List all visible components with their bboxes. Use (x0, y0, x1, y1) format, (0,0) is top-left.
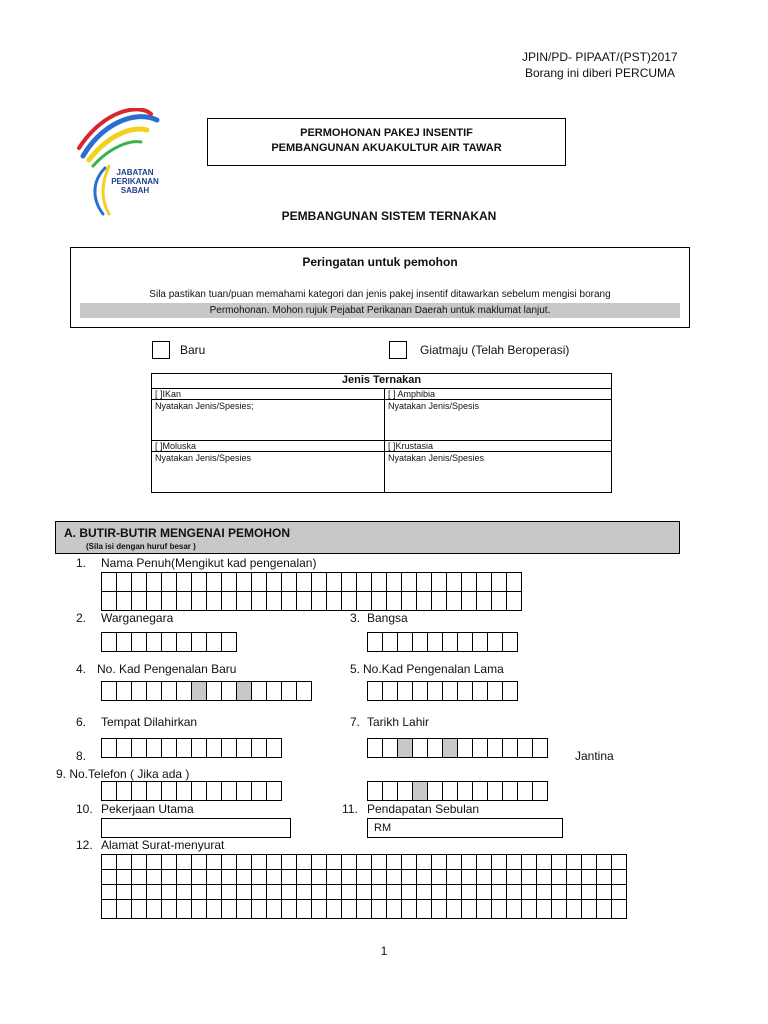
field-7-number: 7. (350, 715, 361, 729)
notice-line2: Permohonan. Mohon rujuk Pejabat Perikanan Daerah untuk maklumat lanjut. (80, 303, 680, 318)
char-box[interactable] (472, 681, 488, 701)
char-box[interactable] (487, 632, 503, 652)
char-box[interactable] (367, 781, 383, 801)
char-box[interactable] (446, 591, 462, 611)
section-a-header (55, 521, 680, 554)
field-4-number: 4. (76, 662, 87, 676)
char-box[interactable] (101, 572, 117, 592)
char-box[interactable] (131, 781, 147, 801)
char-box[interactable] (101, 591, 117, 611)
baru-label: Baru (180, 343, 206, 357)
char-box[interactable] (356, 591, 372, 611)
char-box[interactable] (191, 632, 207, 652)
char-box[interactable] (206, 572, 222, 592)
char-box[interactable] (131, 572, 147, 592)
char-box[interactable] (536, 899, 552, 919)
char-box[interactable] (371, 591, 387, 611)
char-box[interactable] (221, 632, 237, 652)
char-box[interactable] (206, 591, 222, 611)
logo-text-line1: JABATAN (116, 168, 154, 177)
char-box[interactable] (487, 681, 503, 701)
char-box[interactable] (191, 591, 207, 611)
jantina-input[interactable] (367, 781, 548, 801)
char-box[interactable] (382, 781, 398, 801)
alamat-label: Alamat Surat-menyurat (101, 838, 225, 852)
char-box[interactable] (487, 738, 503, 758)
char-box[interactable] (476, 591, 492, 611)
char-box[interactable] (371, 572, 387, 592)
logo-text-line3: SABAH (120, 186, 150, 195)
char-box[interactable] (191, 738, 207, 758)
char-box[interactable] (311, 899, 327, 919)
char-box[interactable] (206, 632, 222, 652)
char-box[interactable] (412, 738, 428, 758)
nama-penuh-row1[interactable] (101, 572, 522, 592)
char-box[interactable] (221, 738, 237, 758)
char-box[interactable] (472, 632, 488, 652)
char-box[interactable] (116, 781, 132, 801)
char-box[interactable] (146, 899, 162, 919)
char-box[interactable] (251, 899, 267, 919)
char-box[interactable] (236, 899, 252, 919)
form-title-line2: PEMBANGUNAN AKUAKULTUR AIR TAWAR (271, 142, 502, 154)
giatmaju-checkbox[interactable] (389, 341, 407, 359)
char-box[interactable] (416, 899, 432, 919)
char-box[interactable] (161, 681, 177, 701)
jenis-table-heading: Jenis Ternakan (152, 374, 612, 389)
char-box[interactable] (251, 572, 267, 592)
char-box[interactable] (457, 632, 473, 652)
char-box[interactable] (341, 572, 357, 592)
char-box[interactable] (472, 781, 488, 801)
char-box[interactable] (506, 591, 522, 611)
char-box[interactable] (397, 781, 413, 801)
char-box[interactable] (146, 738, 162, 758)
alamat-row4[interactable] (101, 899, 627, 919)
char-box[interactable] (551, 899, 567, 919)
char-box[interactable] (131, 591, 147, 611)
char-box[interactable] (386, 572, 402, 592)
char-box[interactable] (101, 738, 117, 758)
char-box[interactable] (281, 681, 297, 701)
char-box[interactable] (386, 899, 402, 919)
char-box[interactable] (566, 899, 582, 919)
char-box[interactable] (416, 591, 432, 611)
ikan-option[interactable]: [ ]IKan (152, 389, 385, 400)
char-box[interactable] (427, 632, 443, 652)
char-box[interactable] (146, 632, 162, 652)
char-box[interactable] (266, 781, 282, 801)
char-box[interactable] (506, 572, 522, 592)
char-box[interactable] (356, 899, 372, 919)
char-box[interactable] (191, 781, 207, 801)
pekerjaan-label: Pekerjaan Utama (101, 802, 194, 816)
char-box[interactable] (382, 632, 398, 652)
char-box[interactable] (416, 572, 432, 592)
char-box[interactable] (431, 899, 447, 919)
char-box[interactable] (281, 899, 297, 919)
char-box[interactable] (161, 572, 177, 592)
char-box[interactable] (491, 591, 507, 611)
char-box[interactable] (176, 572, 192, 592)
char-box[interactable] (116, 591, 132, 611)
char-box[interactable] (146, 572, 162, 592)
char-box[interactable] (502, 781, 518, 801)
char-box[interactable] (131, 632, 147, 652)
char-box[interactable] (412, 632, 428, 652)
char-box[interactable] (611, 899, 627, 919)
char-box[interactable] (221, 591, 237, 611)
char-box[interactable] (236, 781, 252, 801)
krustasia-species-field[interactable]: Nyatakan Jenis/Spesies (385, 452, 612, 493)
tempat-lahir-input[interactable] (101, 738, 282, 758)
char-box[interactable] (491, 572, 507, 592)
char-box[interactable] (356, 572, 372, 592)
pendapatan-label: Pendapatan Sebulan (367, 802, 480, 816)
kp-baru-label: No. Kad Pengenalan Baru (97, 662, 237, 676)
section-a-title: A. BUTIR-BUTIR MENGENAI PEMOHON (64, 526, 290, 540)
char-box[interactable] (266, 591, 282, 611)
baru-checkbox[interactable] (152, 341, 170, 359)
char-box[interactable] (382, 681, 398, 701)
pendapatan-input[interactable] (367, 818, 563, 838)
char-box[interactable] (296, 591, 312, 611)
char-box[interactable] (296, 572, 312, 592)
form-title-box (207, 118, 566, 166)
char-box[interactable] (161, 591, 177, 611)
char-box[interactable] (236, 738, 252, 758)
char-box[interactable] (517, 738, 533, 758)
char-box[interactable] (367, 681, 383, 701)
char-box[interactable] (311, 572, 327, 592)
char-box[interactable] (176, 781, 192, 801)
char-box[interactable] (397, 738, 413, 758)
char-box[interactable] (502, 738, 518, 758)
char-box[interactable] (367, 738, 383, 758)
pekerjaan-input[interactable] (101, 818, 291, 838)
giatmaju-label: Giatmaju (Telah Beroperasi) (420, 343, 570, 357)
char-box[interactable] (266, 738, 282, 758)
char-box[interactable] (176, 899, 192, 919)
char-box[interactable] (161, 738, 177, 758)
char-box[interactable] (116, 632, 132, 652)
tarikh-lahir-label: Tarikh Lahir (367, 715, 430, 729)
char-box[interactable] (397, 632, 413, 652)
char-box[interactable] (442, 632, 458, 652)
nama-penuh-row2[interactable] (101, 591, 522, 611)
char-box[interactable] (442, 781, 458, 801)
ikan-species-field[interactable]: Nyatakan Jenis/Spesies; (152, 400, 385, 441)
char-box[interactable] (206, 781, 222, 801)
char-box[interactable] (401, 572, 417, 592)
char-box[interactable] (176, 681, 192, 701)
char-box[interactable] (101, 681, 117, 701)
char-box[interactable] (266, 681, 282, 701)
field-12-number: 12. (76, 838, 93, 852)
char-box[interactable] (236, 572, 252, 592)
telefon-label: 9. No.Telefon ( Jika ada ) (56, 767, 190, 781)
char-box[interactable] (326, 591, 342, 611)
jantina-label: Jantina (575, 749, 614, 763)
char-box[interactable] (296, 899, 312, 919)
char-box[interactable] (341, 591, 357, 611)
notice-heading: Peringatan untuk pemohon (302, 255, 458, 269)
char-box[interactable] (101, 899, 117, 919)
char-box[interactable] (131, 681, 147, 701)
warganegara-input[interactable] (101, 632, 237, 652)
char-box[interactable] (472, 738, 488, 758)
char-box[interactable] (251, 781, 267, 801)
char-box[interactable] (367, 632, 383, 652)
char-box[interactable] (506, 899, 522, 919)
char-box[interactable] (427, 681, 443, 701)
char-box[interactable] (161, 632, 177, 652)
tarikh-lahir-input[interactable] (367, 738, 548, 758)
char-box[interactable] (461, 591, 477, 611)
char-box[interactable] (146, 681, 162, 701)
char-box[interactable] (221, 781, 237, 801)
bangsa-label: Bangsa (367, 611, 408, 625)
page-number: 1 (380, 944, 388, 958)
char-box[interactable] (236, 591, 252, 611)
notice-line1: Sila pastikan tuan/puan memahami kategori dan jenis pakej insentif ditawarkan sebelum mengisi borang (149, 289, 611, 300)
notice-box (70, 247, 690, 328)
field-11-number: 11. (342, 802, 358, 816)
char-box[interactable] (532, 781, 548, 801)
char-box[interactable] (412, 681, 428, 701)
char-box[interactable] (476, 572, 492, 592)
char-box[interactable] (146, 591, 162, 611)
char-box[interactable] (427, 781, 443, 801)
tempat-lahir-label: Tempat Dilahirkan (101, 715, 198, 729)
rm-prefix: RM (374, 822, 392, 834)
char-box[interactable] (442, 738, 458, 758)
char-box[interactable] (517, 781, 533, 801)
char-box[interactable] (386, 591, 402, 611)
char-box[interactable] (146, 781, 162, 801)
char-box[interactable] (532, 738, 548, 758)
char-box[interactable] (176, 591, 192, 611)
char-box[interactable] (461, 899, 477, 919)
char-box[interactable] (161, 899, 177, 919)
free-form-note: Borang ini diberi PERCUMA (525, 66, 676, 80)
char-box[interactable] (206, 738, 222, 758)
char-box[interactable] (412, 781, 428, 801)
char-box[interactable] (431, 572, 447, 592)
char-box[interactable] (236, 681, 252, 701)
char-box[interactable] (206, 681, 222, 701)
field-10-number: 10. (76, 802, 93, 816)
char-box[interactable] (401, 899, 417, 919)
char-box[interactable] (296, 681, 312, 701)
char-box[interactable] (502, 681, 518, 701)
char-box[interactable] (427, 738, 443, 758)
char-box[interactable] (382, 738, 398, 758)
char-box[interactable] (311, 591, 327, 611)
char-box[interactable] (131, 899, 147, 919)
char-box[interactable] (326, 899, 342, 919)
char-box[interactable] (251, 681, 267, 701)
char-box[interactable] (266, 572, 282, 592)
nama-penuh-label: Nama Penuh(Mengikut kad pengenalan) (101, 556, 317, 570)
char-box[interactable] (401, 591, 417, 611)
krustasia-option[interactable]: [ ]Krustasia (385, 441, 612, 452)
field-2-number: 2. (76, 611, 87, 625)
moluska-option[interactable]: [ ]Moluska (152, 441, 385, 452)
jabatan-perikanan-sabah-logo (75, 108, 170, 218)
char-box[interactable] (191, 899, 207, 919)
char-box[interactable] (116, 572, 132, 592)
char-box[interactable] (431, 591, 447, 611)
char-box[interactable] (116, 738, 132, 758)
field-1-number: 1. (76, 556, 87, 570)
moluska-species-field[interactable]: Nyatakan Jenis/Spesies (152, 452, 385, 493)
amphibia-option[interactable]: [ ] Amphibia (385, 389, 612, 400)
form-reference-code: JPIN/PD- PIPAAT/(PST)2017 (522, 50, 678, 64)
char-box[interactable] (221, 681, 237, 701)
char-box[interactable] (176, 738, 192, 758)
char-box[interactable] (457, 781, 473, 801)
char-box[interactable] (131, 738, 147, 758)
kp-lama-input[interactable] (367, 681, 518, 701)
form-subtitle: PEMBANGUNAN SISTEM TERNAKAN (281, 209, 497, 223)
char-box[interactable] (502, 632, 518, 652)
char-box[interactable] (266, 899, 282, 919)
form-title-line1: PERMOHONAN PAKEJ INSENTIF (300, 127, 473, 139)
char-box[interactable] (191, 572, 207, 592)
char-box[interactable] (161, 781, 177, 801)
kp-baru-input[interactable] (101, 681, 312, 701)
char-box[interactable] (581, 899, 597, 919)
char-box[interactable] (596, 899, 612, 919)
char-box[interactable] (397, 681, 413, 701)
bangsa-input[interactable] (367, 632, 518, 652)
char-box[interactable] (487, 781, 503, 801)
telefon-input[interactable] (101, 781, 282, 801)
amphibia-species-field[interactable]: Nyatakan Jenis/Spesis (385, 400, 612, 441)
char-box[interactable] (281, 572, 297, 592)
char-box[interactable] (442, 681, 458, 701)
char-box[interactable] (116, 899, 132, 919)
char-box[interactable] (457, 738, 473, 758)
char-box[interactable] (457, 681, 473, 701)
field-8-number: 8. (76, 749, 87, 763)
field-6-number: 6. (76, 715, 87, 729)
char-box[interactable] (476, 899, 492, 919)
section-a-note: (Sila isi dengan huruf besar ) (86, 542, 196, 551)
char-box[interactable] (326, 572, 342, 592)
char-box[interactable] (281, 591, 297, 611)
jenis-ternakan-table (151, 373, 612, 493)
char-box[interactable] (341, 899, 357, 919)
char-box[interactable] (371, 899, 387, 919)
char-box[interactable] (191, 681, 207, 701)
field-3-number: 3. (350, 611, 361, 625)
field-5-number: 5. (350, 662, 361, 676)
kp-lama-label: No.Kad Pengenalan Lama (363, 662, 504, 676)
char-box[interactable] (491, 899, 507, 919)
char-box[interactable] (176, 632, 192, 652)
char-box[interactable] (101, 632, 117, 652)
char-box[interactable] (446, 899, 462, 919)
char-box[interactable] (221, 899, 237, 919)
char-box[interactable] (251, 738, 267, 758)
char-box[interactable] (521, 899, 537, 919)
char-box[interactable] (206, 899, 222, 919)
char-box[interactable] (251, 591, 267, 611)
char-box[interactable] (116, 681, 132, 701)
warganegara-label: Warganegara (101, 611, 174, 625)
char-box[interactable] (461, 572, 477, 592)
char-box[interactable] (446, 572, 462, 592)
logo-text-line2: PERIKANAN (111, 177, 159, 186)
char-box[interactable] (221, 572, 237, 592)
char-box[interactable] (101, 781, 117, 801)
